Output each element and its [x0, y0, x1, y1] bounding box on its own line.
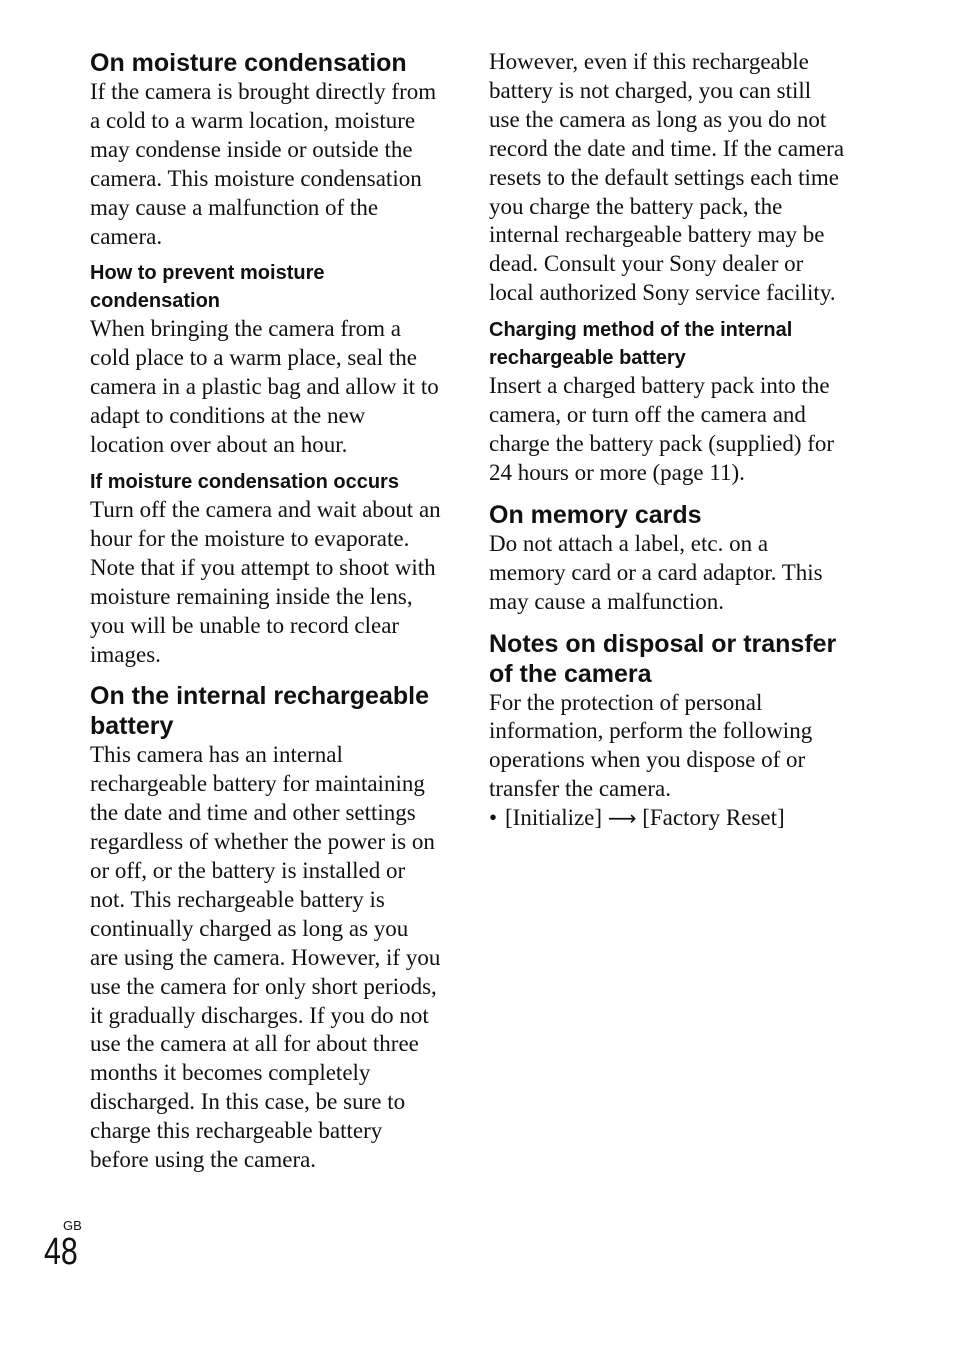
moisture-heading: On moisture condensation: [90, 49, 407, 77]
battery-paragraph: This camera has an internal rechargeable battery for maintaining the date and time and other settings regardless of whether the power is on or off, or the battery is installed or not. This rechargeable battery is continually charged as long as you are using the camera. However, if you use the camera for only short periods, it gradually discharges. If you do not use the camera at all for about three months it becomes completely discharged. In this case, be sure to charge this rechargeable battery before using the camera.: [90, 742, 441, 1173]
bullet-marker: •: [489, 805, 498, 831]
occurs-subheading: If moisture condensation occurs: [90, 470, 399, 493]
left-column: [90, 48, 442, 1175]
disposal-heading: Notes on disposal or transfer of the camera: [489, 629, 837, 688]
page-number: 48: [44, 1231, 78, 1273]
charging-paragraph: Insert a charged battery pack into the camera, or turn off the camera and charge the battery pack (supplied) for 24 hours or more (page 11).: [489, 373, 835, 485]
memory-cards-heading: On memory cards: [489, 500, 702, 529]
occurs-paragraph: Turn off the camera and wait about an hour for the moisture to evaporate. Note that if you attempt to shoot with moisture remaining inside the lens, you will be unable to record clear images.: [90, 496, 441, 667]
right-column: [489, 48, 845, 833]
battery-heading: On the internal rechargeable battery: [90, 682, 429, 741]
prevent-paragraph: When bringing the camera from a cold place to a warm place, seal the camera in a plastic bag and allow it to adapt to conditions at the new location over about an hour.: [90, 316, 439, 458]
bullet-item: [489, 804, 845, 833]
factory-reset-label: [Factory Reset]: [642, 805, 785, 831]
prevent-subheading: How to prevent moisture condensation: [90, 262, 325, 313]
memory-cards-paragraph: Do not attach a label, etc. on a memory card or a card adaptor. This may cause a malfunction.: [489, 530, 823, 614]
language-code: GB: [63, 1218, 82, 1233]
charging-subheading: Charging method of the internal rechargeable battery: [489, 319, 793, 370]
initialize-label: [Initialize]: [505, 805, 603, 831]
arrow-right-icon: ⟶: [607, 806, 637, 831]
disposal-paragraph: For the protection of personal information, perform the following operations when you dispose of or transfer the camera.: [489, 689, 813, 802]
bullet-text: [505, 804, 785, 833]
battery-continued-paragraph: However, even if this rechargeable battery is not charged, you can still use the camera as long as you do not record the date and time. If the camera resets to the default settings each time you charge the battery pack, the internal rechargeable battery may be dead. Consult your Sony dealer or local authorized Sony service facility.: [489, 49, 845, 306]
moisture-paragraph: If the camera is brought directly from a cold to a warm location, moisture may condense inside or outside the camera. This moisture condensation may cause a malfunction of the camera.: [90, 79, 437, 249]
